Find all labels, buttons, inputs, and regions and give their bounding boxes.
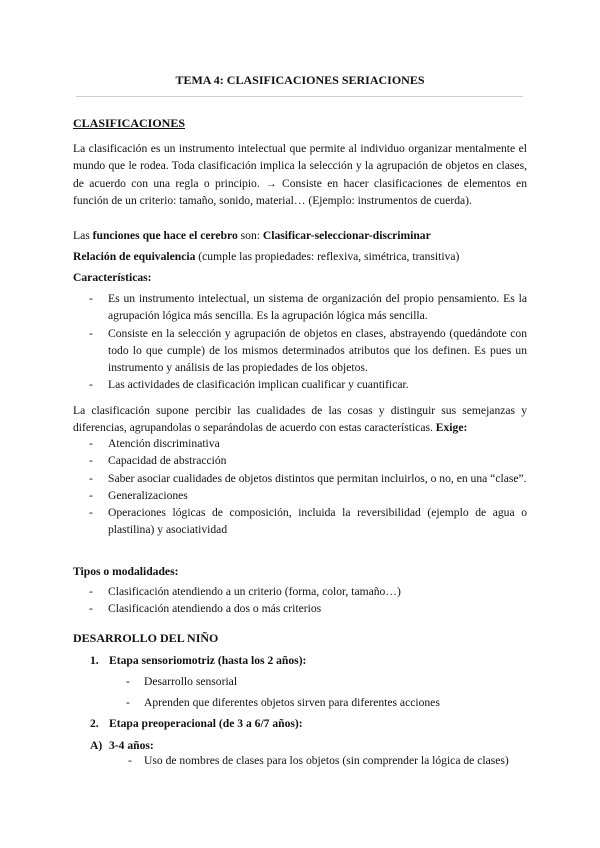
caracteristicas-list xyxy=(73,290,527,394)
document-title: TEMA 4: CLASIFICACIONES SERIACIONES xyxy=(175,73,425,87)
relacion-text: (cumple las propiedades: reflexiva, simétrica, transitiva) xyxy=(195,250,460,263)
etapa-1-item: Aprenden que diferentes objetos sirven para diferentes acciones xyxy=(144,696,440,709)
list-item: - Atención discriminativa xyxy=(73,435,527,452)
etapa-1-number: 1. xyxy=(90,654,99,667)
dash-marker: - xyxy=(126,675,130,688)
title-divider xyxy=(76,96,523,97)
list-item: - Generalizaciones xyxy=(73,487,527,504)
funciones-value: Clasificar-seleccionar-discriminar xyxy=(262,229,431,242)
list-item: - Capacidad de abstracción xyxy=(73,452,527,469)
exige-list xyxy=(73,435,527,539)
dash-marker: - xyxy=(128,754,132,767)
etapa-2-number: 2. xyxy=(90,717,99,730)
list-item: - Saber asociar cualidades de objetos distintos que permitan incluirlos, o no, en una “clase”. xyxy=(73,470,527,487)
list-item: - Clasificación atendiendo a dos o más criterios xyxy=(73,600,527,617)
exige-label: Exige: xyxy=(435,421,468,435)
etapa-1-label: Etapa sensoriomotriz (hasta los 2 años): xyxy=(109,654,307,667)
sub-a-item: Uso de nombres de clases para los objetos (sin comprender la lógica de clases) xyxy=(144,754,509,767)
list-item: - Operaciones lógicas de composición, incluida la reversibilidad (ejemplo de agua o plastilina) y asociatividad xyxy=(73,504,527,539)
dash-marker: - xyxy=(126,696,130,709)
funciones-prefix: Las xyxy=(73,229,93,242)
list-item: - Es un instrumento intelectual, un sistema de organización del propio pensamiento. Es la agrupación lógica más sencilla. Es la agrupación lógica más sencilla. xyxy=(73,290,527,325)
sub-a-label: 3-4 años: xyxy=(109,739,154,752)
intro-paragraph: La clasificación es un instrumento intelectual que permite al individuo organizar mentalmente el mundo que le rodea. Toda clasificación implica la selección y la agrupación de objetos en clases, de acuerdo con una regla o principio. → Consiste en hacer clasificaciones de elementos en función de un criterio: tamaño, sonido, material… (Ejemplo: instrumentos de cuerda). xyxy=(73,142,527,207)
list-item: - Las actividades de clasificación implican cualificar y cuantificar. xyxy=(73,376,527,393)
funciones-mid: son: xyxy=(237,229,263,242)
tipos-list xyxy=(73,583,527,618)
relacion-label: Relación de equivalencia xyxy=(73,250,196,263)
list-item: - Consiste en la selección y agrupación de objetos en clases, abstrayendo (quedándote con todo lo que cumple) de los mismos determinados atributos que los definen. Es pues un instrumento y análisis de las propiedades de los objetos. xyxy=(73,325,527,377)
sub-a-marker: A) xyxy=(90,739,103,752)
etapa-2-label: Etapa preoperacional (de 3 a 6/7 años): xyxy=(109,717,303,730)
section-heading-desarrollo: DESARROLLO DEL NIÑO xyxy=(73,631,219,645)
section-heading-clasificaciones: CLASIFICACIONES xyxy=(73,116,186,130)
relacion-line xyxy=(73,248,527,265)
etapa-1-item: Desarrollo sensorial xyxy=(144,675,238,688)
funciones-line xyxy=(73,227,527,244)
supone-text: La clasificación supone percibir las cualidades de las cosas y distinguir sus semejanzas y diferencias, agrupandolas o separándolas de acuerdo con estas características. xyxy=(73,404,527,435)
list-item: - Clasificación atendiendo a un criterio (forma, color, tamaño…) xyxy=(73,583,527,600)
supone-paragraph xyxy=(73,402,527,437)
funciones-label: funciones que hace el cerebro xyxy=(92,229,238,242)
tipos-heading: Tipos o modalidades: xyxy=(73,565,179,578)
caracteristicas-heading: Características: xyxy=(73,271,152,284)
